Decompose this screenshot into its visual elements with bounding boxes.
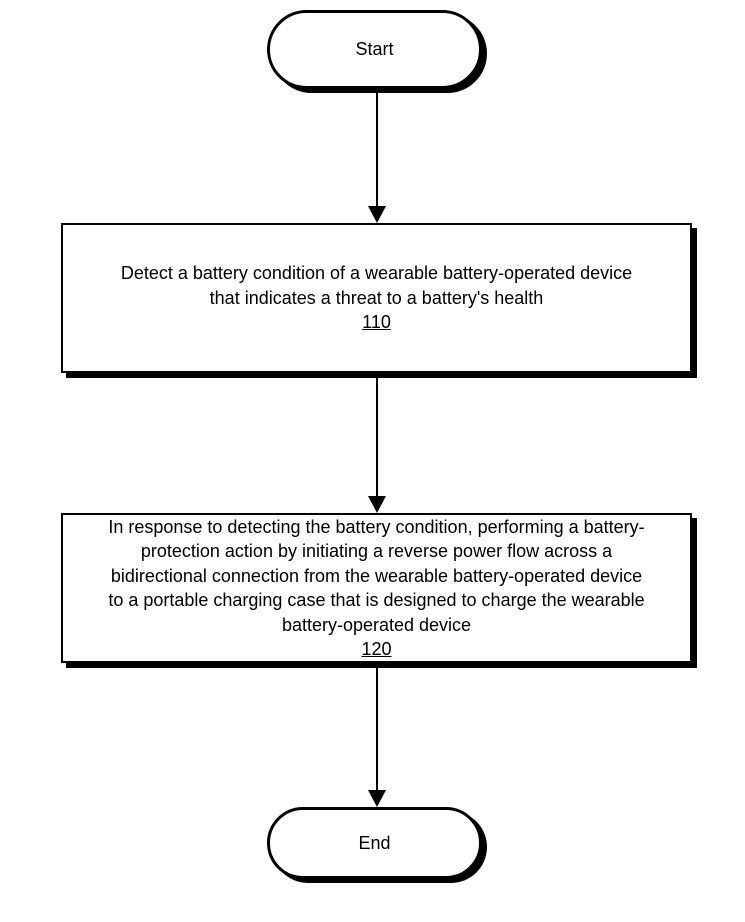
process-120-text-line: to a portable charging case that is designed to charge the wearable	[108, 590, 645, 610]
process-110-text-line: Detect a battery condition of a wearable battery-operated device	[120, 263, 633, 284]
process-110-text-line: that indicates a threat to a battery's health	[209, 287, 544, 308]
end-node-label: End	[358, 832, 391, 853]
process-node-110	[61, 223, 692, 373]
connector-110-to-120	[368, 377, 386, 513]
process-node-120	[61, 513, 692, 663]
connector-120-to-end	[368, 667, 386, 807]
process-110-ref: 110	[362, 312, 391, 333]
arrowhead-down-icon	[368, 790, 386, 807]
start-node-label: Start	[355, 39, 394, 59]
arrowhead-down-icon	[368, 496, 386, 513]
process-120-text-line: In response to detecting the battery condition, performing a battery-	[108, 516, 645, 537]
process-120-ref: 120	[361, 639, 392, 659]
connector-line	[376, 377, 379, 496]
connector-line	[376, 667, 379, 790]
process-120-text-line: bidirectional connection from the wearable battery-operated device	[110, 565, 643, 586]
end-node	[267, 807, 482, 879]
process-120-text-line: protection action by initiating a reverse power flow across a	[140, 541, 613, 561]
start-node	[267, 10, 482, 89]
arrowhead-down-icon	[368, 206, 386, 223]
process-120-text-line: battery-operated device	[281, 614, 472, 635]
connector-line	[376, 88, 379, 206]
connector-start-to-110	[368, 88, 386, 223]
